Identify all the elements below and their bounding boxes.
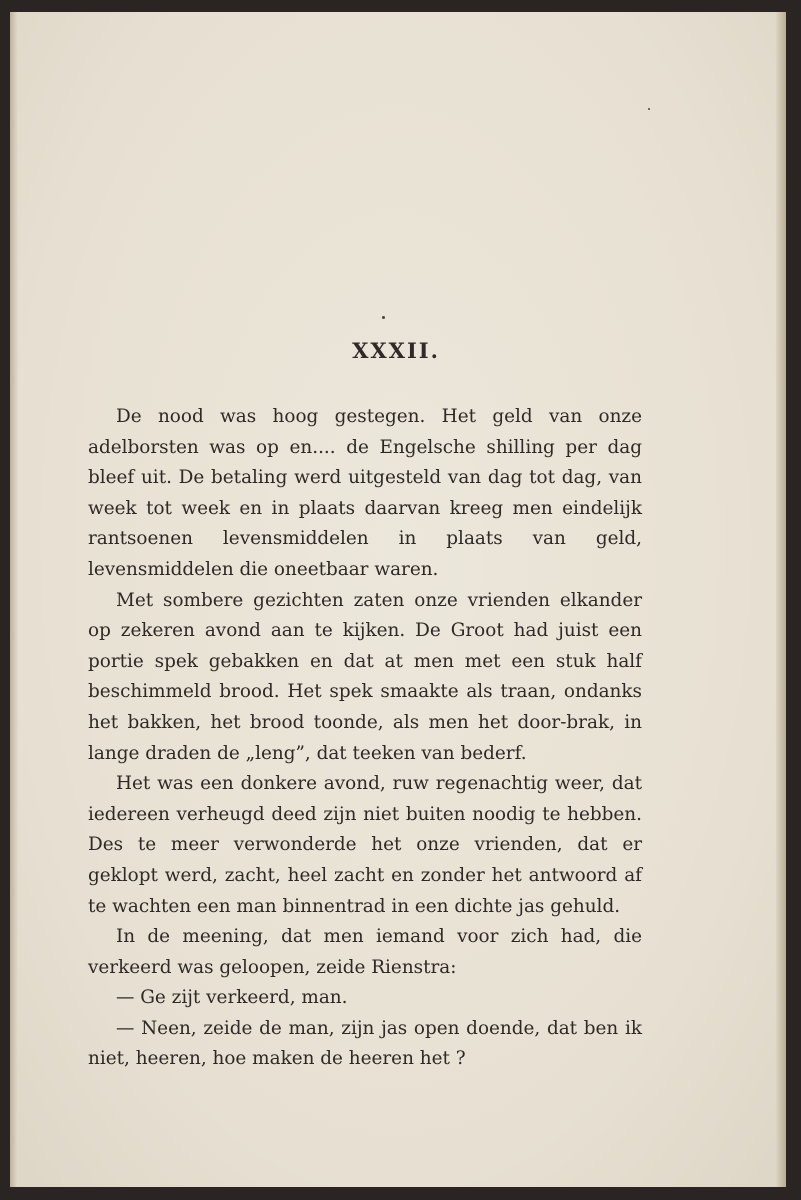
book-page [10,12,786,1187]
page-right-edge [776,12,786,1187]
paragraph: Met sombere gezichten zaten onze vrienden elkander op zekeren avond aan te kijken. De Groot had juist een portie spek gebakken en dat at men met een stuk half beschimmeld brood. Het spek smaakte als traan, ondanks het bakken, het brood toonde, als men het door-brak, in lange draden de „leng”, dat teeken van bederf. [88,589,642,764]
ink-speck [382,316,385,319]
paragraph: Het was een donkere avond, ruw regenachtig weer, dat iedereen verheugd deed zijn niet buiten noodig te hebben. Des te meer verwonderde het onze vrienden, dat er geklopt werd, zacht, heel zacht en zonder het antwoord af te wachten een man binnentrad in een dichte jas gehuld. [88,773,642,917]
chapter-heading: XXXII. [352,338,440,363]
dialogue-line: — Ge zijt verkeerd, man. [116,987,348,1009]
body-text [88,402,642,1075]
paragraph: De nood was hoog gestegen. Het geld van onze adelborsten was op en.... de Engelsche shilling per dag bleef uit. De betaling werd uitgesteld van dag tot dag, van week tot week en in plaats daarvan kreeg men eindelijk rantsoenen levensmiddelen in plaats van geld, levensmiddelen die oneetbaar waren. [88,406,642,580]
ink-speck [648,108,650,110]
dialogue-line: — Neen, zeide de man, zijn jas open doende, dat ben ik niet, heeren, hoe maken de heeren het ? [88,1017,642,1070]
paragraph: In de meening, dat men iemand voor zich had, die verkeerd was geloopen, zeide Rienstra: [88,926,642,978]
page-spine-edge [10,12,18,1187]
